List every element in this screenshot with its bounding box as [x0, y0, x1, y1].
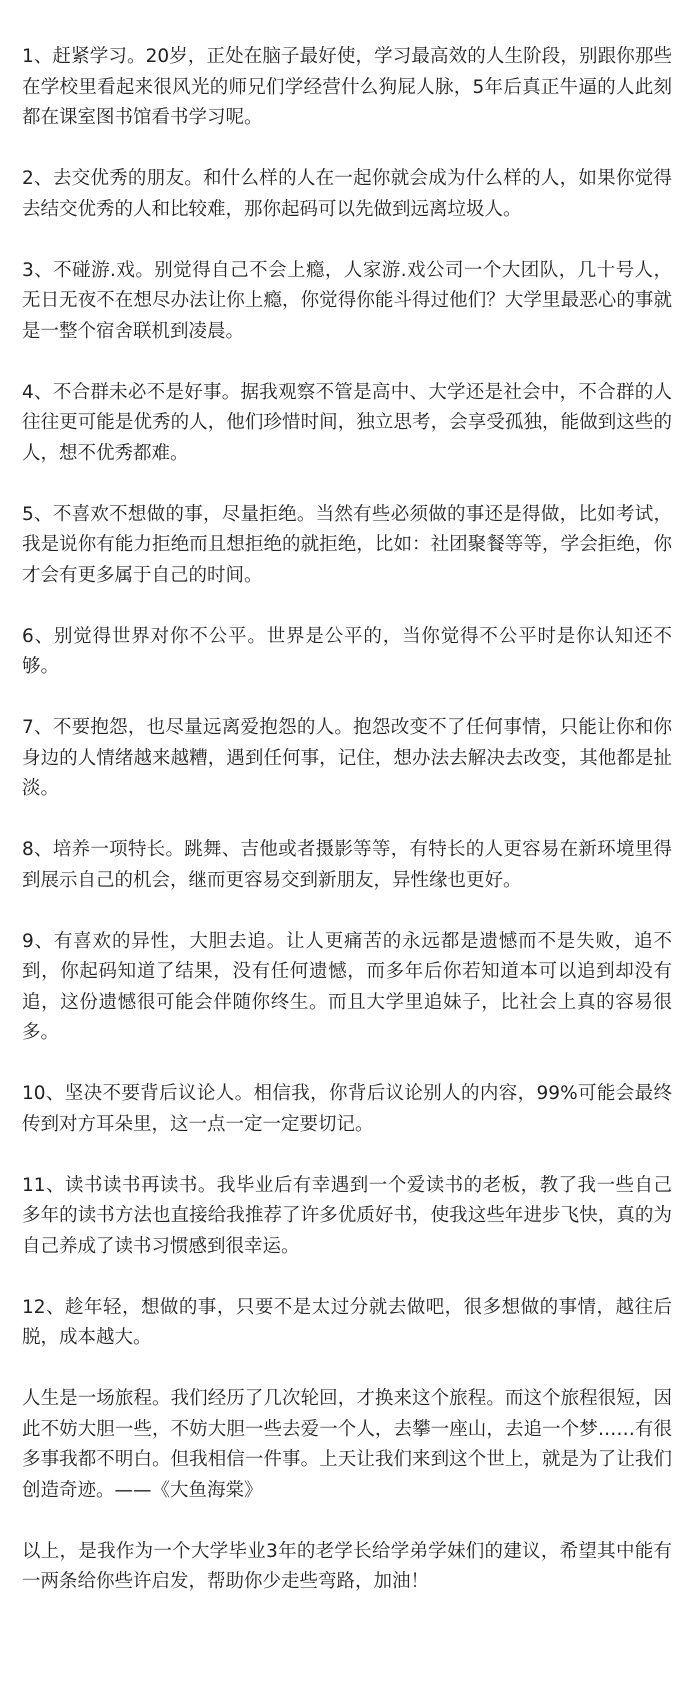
paragraph-tip-11: 11、读书读书再读书。我毕业后有幸遇到一个爱读书的老板，教了我一些自己多年的读书方法也直接给我推荐了许多优质好书，使我这些年进步飞快，真的为自己养成了读书习惯感到很幸运。: [22, 1174, 672, 1257]
article-body: [22, 42, 672, 1598]
paragraph-tip-12: 12、趁年轻，想做的事，只要不是太过分就去做吧，很多想做的事情，越往后脱，成本越大。: [22, 1296, 672, 1348]
paragraph-tip-10: 10、坚决不要背后议论人。相信我，你背后议论别人的内容，99%可能会最终传到对方耳朵里，这一点一定一定要切记。: [22, 1083, 672, 1135]
paragraph-tip-5: 5、不喜欢不想做的事，尽量拒绝。当然有些必须做的事还是得做，比如考试，我是说你有能力拒绝而且想拒绝的就拒绝，比如：社团聚餐等等，学会拒绝，你才会有更多属于自己的时间。: [22, 503, 672, 586]
paragraph-tip-8: 8、培养一项特长。跳舞、吉他或者摄影等等，有特长的人更容易在新环境里得到展示自己的机会，继而更容易交到新朋友，异性缘也更好。: [22, 839, 672, 891]
paragraph-tip-2: 2、去交优秀的朋友。和什么样的人在一起你就会成为什么样的人，如果你觉得去结交优秀的人和比较难，那你起码可以先做到远离垃圾人。: [22, 168, 672, 220]
paragraph-tip-4: 4、不合群未必不是好事。据我观察不管是高中、大学还是社会中，不合群的人往往更可能是优秀的人，他们珍惜时间，独立思考，会享受孤独，能做到这些的人，想不优秀都难。: [22, 381, 672, 464]
paragraph-quote: 人生是一场旅程。我们经历了几次轮回，才换来这个旅程。而这个旅程很短，因此不妨大胆一些，不妨大胆一些去爱一个人，去攀一座山，去追一个梦……有很多事我都不明白。但我相信一件事。上天让我们来到这个世上，就是为了让我们创造奇迹。——《大鱼海棠》: [22, 1388, 672, 1501]
paragraph-tip-7: 7、不要抱怨，也尽量远离爱抱怨的人。抱怨改变不了任何事情，只能让你和你身边的人情绪越来越糟，遇到任何事，记住，想办法去解决去改变，其他都是扯淡。: [22, 717, 672, 799]
paragraph-tip-6: 6、别觉得世界对你不公平。世界是公平的，当你觉得不公平时是你认知还不够。: [22, 625, 672, 677]
paragraph-tip-1: 1、赶紧学习。20岁，正处在脑子最好使，学习最高效的人生阶段，别跟你那些在学校里看起来很风光的师兄们学经营什么狗屁人脉，5年后真正牛逼的人此刻都在课室图书馆看书学习呢。: [22, 46, 672, 128]
paragraph-closing: 以上，是我作为一个大学毕业3年的老学长给学弟学妹们的建议，希望其中能有一两条给你些许启发，帮助你少走些弯路，加油！: [22, 1540, 672, 1592]
paragraph-tip-9: 9、有喜欢的异性，大胆去追。让人更痛苦的永远都是遗憾而不是失败，追不到，你起码知道了结果，没有任何遗憾，而多年后你若知道本可以追到却没有追，这份遗憾很可能会伴随你终生。而且大学里追妹子，比社会上真的容易很多。: [22, 930, 672, 1043]
paragraph-tip-3: 3、不碰游.戏。别觉得自己不会上瘾，人家游.戏公司一个大团队，几十号人，无日无夜不在想尽办法让你上瘾，你觉得你能斗得过他们？大学里最恶心的事就是一整个宿舍联机到凌晨。: [22, 259, 672, 342]
